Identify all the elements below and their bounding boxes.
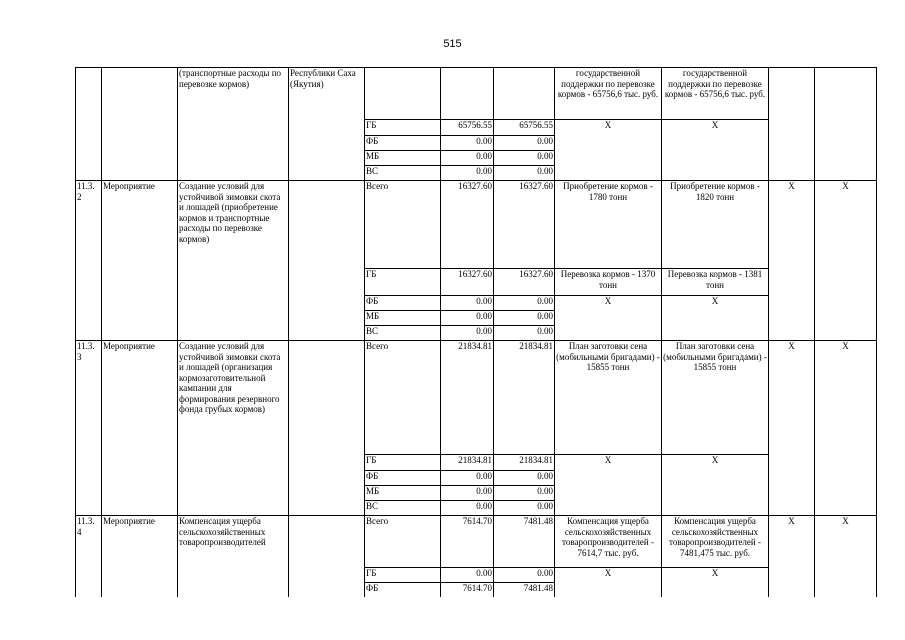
- program-table: [75, 67, 877, 597]
- result-cell: План заготовки сена (мобильными бригадами) - 15855 тонн: [555, 341, 662, 455]
- result-cell: Приобретение кормов - 1820 тонн: [662, 181, 769, 269]
- source-cell: Всего: [365, 341, 441, 455]
- value-cell: 7614.70: [441, 516, 494, 568]
- source-cell: ФБ: [365, 296, 441, 311]
- value-cell: 0.00: [494, 471, 555, 486]
- result-cell: X: [555, 296, 662, 341]
- value-cell: 0.00: [494, 311, 555, 326]
- value-cell: 0.00: [494, 501, 555, 516]
- value-cell: 21834.81: [441, 455, 494, 471]
- measure-type: Мероприятие: [102, 341, 178, 516]
- measure-number: 11.3. 2: [76, 181, 102, 341]
- result-cell: X: [662, 120, 769, 181]
- source-cell: ГБ: [365, 120, 441, 136]
- value-cell: 0.00: [441, 568, 494, 583]
- result-cell: X: [555, 120, 662, 181]
- source-cell: Всего: [365, 181, 441, 269]
- mark-cell: X: [769, 516, 815, 597]
- value-cell: 21834.81: [494, 341, 555, 455]
- value-cell: 0.00: [441, 151, 494, 166]
- table-row: [76, 68, 877, 120]
- mark-cell: X: [815, 516, 877, 597]
- source-cell: Всего: [365, 516, 441, 568]
- table-row: [76, 181, 877, 269]
- value-cell: 0.00: [494, 568, 555, 583]
- result-cell: X: [662, 455, 769, 516]
- value-cell: 0.00: [441, 486, 494, 501]
- measure-number: 11.3. 3: [76, 341, 102, 516]
- result-cell: государственной поддержки по перевозке кормов - 65756,6 тыс. руб.: [555, 68, 662, 120]
- result-cell: Компенсация ущерба сельскохозяйственных товаропроизводителей - 7481,475 тыс. руб.: [662, 516, 769, 568]
- description-cell: (транспортные расходы по перевозке кормов): [178, 68, 289, 181]
- measure-description: Компенсация ущерба сельскохозяйственных товаропроизводителей: [178, 516, 289, 597]
- source-cell: МБ: [365, 311, 441, 326]
- source-cell: ФБ: [365, 583, 441, 597]
- value-cell: 7481.48: [494, 516, 555, 568]
- value-cell: 16327.60: [441, 269, 494, 296]
- measure-description: Создание условий для устойчивой зимовки скота и лошадей (приобретение кормов и транспортные расходы по перевозке кормов): [178, 181, 289, 341]
- value-cell: 65756.55: [441, 120, 494, 136]
- source-cell: МБ: [365, 151, 441, 166]
- value-cell: 21834.81: [441, 341, 494, 455]
- mark-cell: X: [769, 181, 815, 341]
- value-cell: 0.00: [441, 136, 494, 151]
- result-cell: План заготовки сена (мобильными бригадами) - 15855 тонн: [662, 341, 769, 455]
- measure-type: Мероприятие: [102, 516, 178, 597]
- mark-cell: X: [769, 341, 815, 516]
- table-row: [76, 341, 877, 455]
- executor-cell: Республики Саха (Якутия): [289, 68, 365, 181]
- source-cell: ГБ: [365, 568, 441, 583]
- value-cell: 65756.55: [494, 120, 555, 136]
- value-cell: 0.00: [494, 136, 555, 151]
- value-cell: 7614.70: [441, 583, 494, 597]
- value-cell: 16327.60: [494, 269, 555, 296]
- value-cell: 0.00: [494, 166, 555, 181]
- source-cell: МБ: [365, 486, 441, 501]
- value-cell: 0.00: [441, 166, 494, 181]
- source-cell: ВС: [365, 326, 441, 341]
- value-cell: 0.00: [441, 311, 494, 326]
- result-cell: X: [662, 296, 769, 341]
- source-cell: ГБ: [365, 455, 441, 471]
- measure-number: 11.3. 4: [76, 516, 102, 597]
- value-cell: 16327.60: [494, 181, 555, 269]
- result-cell: Компенсация ущерба сельскохозяйственных товаропроизводителей - 7614,7 тыс. руб.: [555, 516, 662, 568]
- result-cell: Перевозка кормов - 1370 тонн: [555, 269, 662, 296]
- result-cell: X: [555, 455, 662, 516]
- result-cell: X: [662, 568, 769, 597]
- source-cell: ФБ: [365, 136, 441, 151]
- result-cell: Приобретение кормов - 1780 тонн: [555, 181, 662, 269]
- table-row: [76, 516, 877, 568]
- value-cell: 0.00: [441, 501, 494, 516]
- source-cell: ВС: [365, 166, 441, 181]
- mark-cell: X: [815, 181, 877, 341]
- mark-cell: X: [815, 341, 877, 516]
- value-cell: 0.00: [494, 326, 555, 341]
- measure-description: Создание условий для устойчивой зимовки скота и лошадей (организация кормозаготовительной кампании для формирования резервного фонда грубых кормов): [178, 341, 289, 516]
- value-cell: 0.00: [441, 471, 494, 486]
- value-cell: 0.00: [441, 326, 494, 341]
- result-cell: государственной поддержки по перевозке кормов - 65756,6 тыс. руб.: [662, 68, 769, 120]
- result-cell: X: [555, 568, 662, 597]
- measure-type: Мероприятие: [102, 181, 178, 341]
- value-cell: 21834.81: [494, 455, 555, 471]
- value-cell: 0.00: [494, 296, 555, 311]
- value-cell: 0.00: [494, 151, 555, 166]
- result-cell: Перевозка кормов - 1381 тонн: [662, 269, 769, 296]
- page-number: 515: [443, 38, 462, 50]
- value-cell: 7481.48: [494, 583, 555, 597]
- value-cell: 16327.60: [441, 181, 494, 269]
- source-cell: ВС: [365, 501, 441, 516]
- value-cell: 0.00: [441, 296, 494, 311]
- value-cell: 0.00: [494, 486, 555, 501]
- source-cell: ФБ: [365, 471, 441, 486]
- source-cell: ГБ: [365, 269, 441, 296]
